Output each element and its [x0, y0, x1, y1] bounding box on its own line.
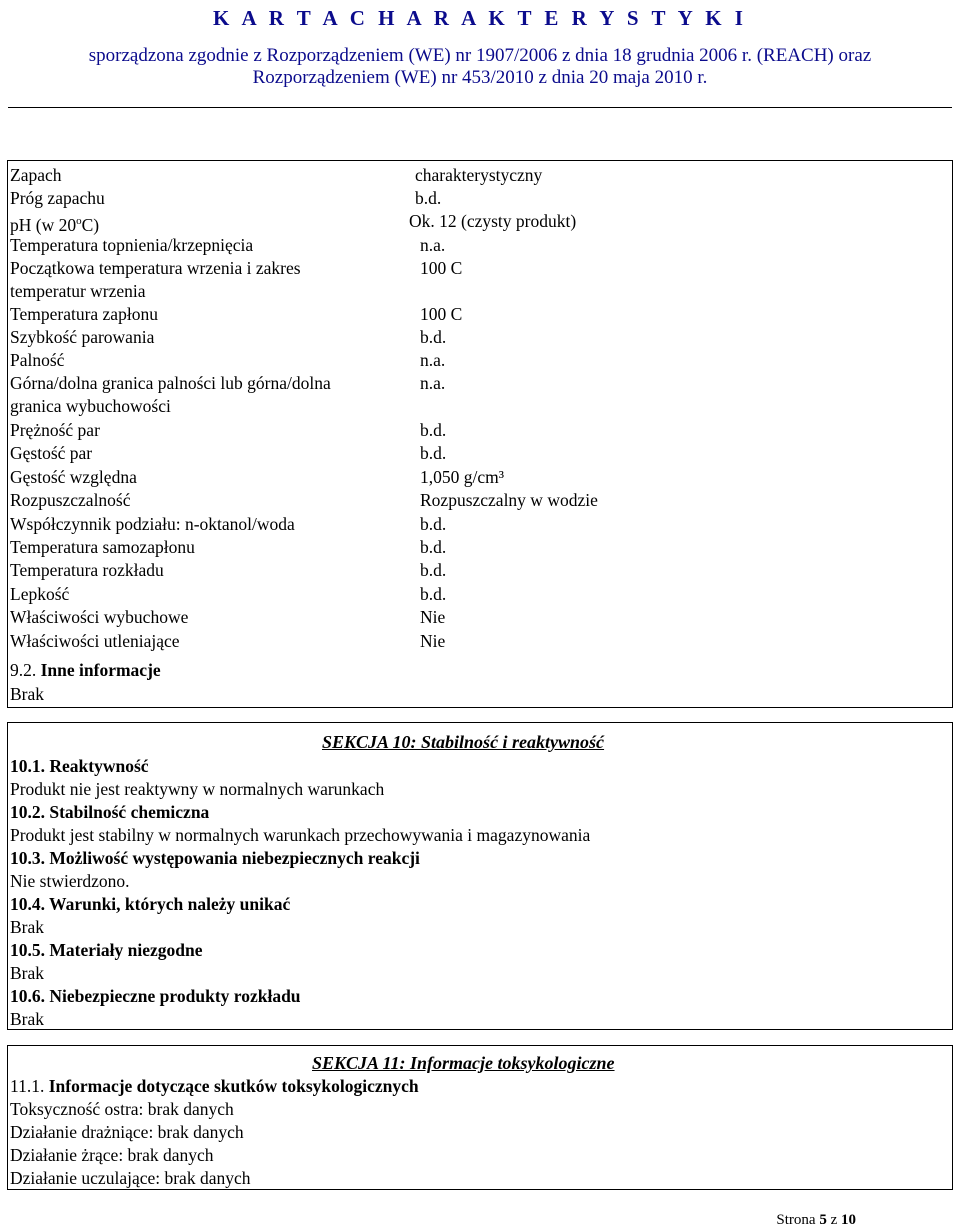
- section10-title: SEKCJA 10: Stabilność i reaktywność: [322, 732, 605, 752]
- section10-item-text: Brak: [10, 1009, 45, 1029]
- property-value: b.d.: [420, 420, 447, 440]
- property-label: Szybkość parowania: [10, 327, 155, 347]
- property-value: Ok. 12 (czysty produkt): [409, 211, 577, 231]
- property-label: pH (w 20$^o$C): [10, 214, 100, 235]
- property-label: Rozpuszczalność: [10, 490, 131, 510]
- page-number-current: 5: [819, 1212, 827, 1228]
- property-label: Gęstość par: [10, 443, 93, 463]
- property-label: Palność: [10, 350, 65, 370]
- section11-heading: [10, 1076, 419, 1096]
- property-value: b.d.: [415, 188, 442, 208]
- property-label: Początkowa temperatura wrzenia i zakres: [10, 258, 301, 278]
- section10-item-heading: 10.2. Stabilność chemiczna: [10, 802, 210, 822]
- section10-item-text: Produkt jest stabilny w normalnych warunkach przechowywania i magazynowania: [10, 825, 591, 845]
- property-value: b.d.: [420, 560, 447, 580]
- section10-item-heading: 10.5. Materiały niezgodne: [10, 940, 203, 960]
- property-value: n.a.: [420, 235, 446, 255]
- property-value: n.a.: [420, 373, 446, 393]
- property-label: Prężność par: [10, 420, 100, 440]
- property-value: Nie: [420, 607, 446, 627]
- property-value: n.a.: [420, 350, 446, 370]
- property-value: b.d.: [420, 514, 447, 534]
- section11-heading-num: 11.1.: [10, 1076, 45, 1096]
- section11-line: Toksyczność ostra: brak danych: [10, 1099, 234, 1119]
- property-label: Lepkość: [10, 584, 70, 604]
- property-label: Temperatura zapłonu: [10, 304, 158, 324]
- page-number-total: 10: [841, 1212, 856, 1228]
- other-info-heading: [10, 660, 161, 680]
- document-subtitle-line2: Rozporządzeniem (WE) nr 453/2010 z dnia 20 maja 2010 r.: [252, 67, 708, 88]
- page-number-prefix: Strona: [776, 1212, 816, 1228]
- section10-item-text: Brak: [10, 917, 45, 937]
- property-value: b.d.: [420, 327, 447, 347]
- document-title: K A R T A C H A R A K T E R Y S T Y K I: [213, 6, 747, 30]
- section11-line: Działanie drażniące: brak danych: [10, 1122, 244, 1142]
- property-value: b.d.: [420, 537, 447, 557]
- property-label: Zapach: [10, 165, 62, 185]
- property-value: Nie: [420, 631, 446, 651]
- property-value: 1,050 g/cm³: [420, 467, 504, 487]
- section11-title: SEKCJA 11: Informacje toksykologiczne: [312, 1053, 615, 1073]
- property-value: 100 C: [420, 304, 463, 324]
- property-label: Właściwości wybuchowe: [10, 607, 189, 627]
- header-divider: [8, 107, 952, 108]
- section11-line: Działanie uczulające: brak danych: [10, 1168, 251, 1188]
- property-label: Współczynnik podziału: n-oktanol/woda: [10, 514, 295, 534]
- property-label-cont: granica wybuchowości: [10, 396, 171, 416]
- property-label: Górna/dolna granica palności lub górna/dolna: [10, 373, 331, 393]
- property-label: Próg zapachu: [10, 188, 105, 208]
- section10-item-text: Produkt nie jest reaktywny w normalnych warunkach: [10, 779, 385, 799]
- property-value: b.d.: [420, 443, 447, 463]
- section11-heading-text: Informacje dotyczące skutków toksykologicznych: [48, 1076, 419, 1096]
- other-info-heading-text: Inne informacje: [40, 660, 161, 680]
- property-value: 100 C: [420, 258, 463, 278]
- section10-item-heading: 10.4. Warunki, których należy unikać: [10, 894, 291, 914]
- section10-item-heading: 10.6. Niebezpieczne produkty rozkładu: [10, 986, 301, 1006]
- section10-item-text: Brak: [10, 963, 45, 983]
- property-label: Właściwości utleniające: [10, 631, 180, 651]
- other-info-heading-num: 9.2.: [10, 660, 37, 680]
- property-value: b.d.: [420, 584, 447, 604]
- property-value: Rozpuszczalny w wodzie: [420, 490, 598, 510]
- property-value: charakterystyczny: [415, 165, 543, 185]
- property-label-cont: temperatur wrzenia: [10, 281, 146, 301]
- section10-item-heading: 10.3. Możliwość występowania niebezpiecznych reakcji: [10, 848, 420, 868]
- property-label: Temperatura topnienia/krzepnięcia: [10, 235, 254, 255]
- document-subtitle-line1: sporządzona zgodnie z Rozporządzeniem (WE) nr 1907/2006 z dnia 18 grudnia 2006 r. (REACH) oraz: [88, 45, 872, 66]
- other-info-text: Brak: [10, 684, 45, 704]
- property-label: Temperatura rozkładu: [10, 560, 164, 580]
- page-number-of: z: [830, 1212, 838, 1228]
- property-label: Temperatura samozapłonu: [10, 537, 195, 557]
- property-label: Gęstość względna: [10, 467, 137, 487]
- section11-line: Działanie żrące: brak danych: [10, 1145, 214, 1165]
- page-number: [776, 1212, 856, 1229]
- section10-item-heading: 10.1. Reaktywność: [10, 756, 149, 776]
- section10-item-text: Nie stwierdzono.: [10, 871, 130, 891]
